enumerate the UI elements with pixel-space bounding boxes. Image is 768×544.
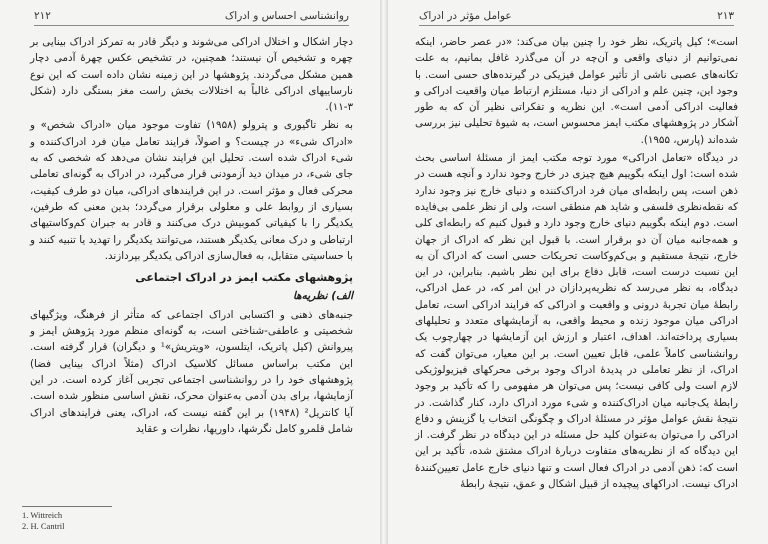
footnote-item: 2. H. Cantril: [22, 521, 65, 531]
left-running-title: روانشناسی احساس و ادراک: [224, 10, 349, 22]
footnotes: [22, 506, 142, 532]
right-page: [384, 0, 768, 544]
book-gutter: [380, 0, 388, 544]
right-page-number: ۲۱۳: [717, 10, 734, 22]
paragraph: در دیدگاه «تعامل ادراکی» مورد توجه مکتب ایمز از مسئلهٔ اساسی بحث شده است: اول اینکه بگوییم هیچ چیزی در خارج وجود ندارد و آنچه هست در ذهن است، پس رابطه‌ای میان فرد ادراک‌کننده و دنیای خارج نیز وجود ندارد که نقطه‌نظری فلسفی و شاید هم منطقی است، ولی از نظر علمی بی‌فایده است. دوم اینکه بگوییم دنیای خارج وجود دارد و قبول کنیم که رابطه‌ای کلی و همه‌جانبه میان آن دو برقرار است. با قبول این نظر که ادراک از جهان خارج، نتیجهٔ مستقیم و بی‌کم‌وکاست تحریکات حسی است که ادراک آن به این نسبت درست است، قابل دفاع برای این نظر باشیم. بنابراین، در این دیدگاه، به نظر می‌رسد که نظریه‌پردازان در این امر که، در عمل ادراکی، رابطهٔ میان تجربهٔ درونی و واقعیت و ادراکی که فرایند ادراکی است، تعامل ادراکی میان موجود زنده و محیط واقعی، به آزمایشهای متعدد و تحلیلهای بسیاری پرداخته‌اند. اهداف، اعتبار و ارزش این آزمایشها در چهارچوب یک روانشناسی کاملاً علمی، قابل تعیین است. بر این معیار، می‌توان گفت که ادراک، از نظر تعاملی در پدیدهٔ ادراک وجود برخی محرکهای فیزیولوژیکی لازم است ولی کافی نیست؛ پس می‌توان هر مفهومی را که تأکید بر وجود رابطهٔ یک‌جانبه میان ادراک‌کننده و شیء مورد ادراک دارد، کنار گذاشت. در نتیجهٔ نقش عوامل مؤثر در مسئلهٔ ادراک و چگونگی انتخاب یا گزینش و دفاع ادراکی را می‌توان به‌عنوان کلید حل مسئله در این دیدگاه در نظر گرفت. از این دیدگاه که از نظریه‌های متفاوت دربارهٔ ادراک مشتق شده، تأکید بر این است که: ذهن آدمی در ادراک فعال است و تنها دنیای خارج عامل تعیین‌کنندهٔ ادراک نیست. ادراکهای پیچیده از قبیل اشکال و عمق، نتیجهٔ رابطهٔ: [415, 152, 738, 491]
left-page-number: ۲۱۲: [34, 10, 51, 22]
paragraph: جنبه‌های ذهنی و اکتسابی ادراک اجتماعی که متأثر از فرهنگ، ویژگیهای شخصیتی و عاطفی-شناختی است، به گونه‌ای منظم مورد پژوهش ایمز و پیروانش (کیل پاتریک، ایتلسون، «ویتریش»¹ و دیگران) قرار گرفته است. این مکتب براساس مسائل کلاسیک ادراک (مثلاً ادراک بینایی فضا) پژوهشهای خود را در روانشناسی اجتماعی تجربی آغاز کرده است. در این آزمایشها، برای بدن آدمی به‌عنوان محرک، نقش اساسی منظور شده است. آیا کانتریل² (۱۹۴۸) بر این گفته نیست که، ادراک، یعنی فرایندهای ادراک شامل قلمرو کامل نگرشها، داوریها، نظرات و عقاید: [30, 308, 353, 435]
right-page-body: [415, 34, 738, 494]
footnote-item: 1. Wittreich: [22, 510, 63, 520]
paragraph: دچار اشکال و اختلال ادراکی می‌شوند و دیگر قادر به تمرکز ادراک بینایی بر چهره و تشخیص آن نیستند؛ همچنین، در تشخیص عکس چهرهٔ آدمی دچار همین مشکل می‌گردند. پژوهشها در این زمینه نشان داده است که این نوع نارساییهای ادراکی غالباً به اختلالات بخش راست مغز بستگی دارد (شکل ۳-۱۱).: [30, 36, 353, 114]
left-page-body: [30, 34, 353, 439]
left-page-header: [34, 10, 349, 26]
right-page-header: [419, 10, 734, 26]
right-running-title: عوامل مؤثر در ادراک: [419, 10, 512, 22]
footnote-rule: [22, 506, 112, 507]
subsection-heading: الف) نظریه‌ها: [292, 290, 353, 303]
paragraph: به نظر تاگیوری و پترولو (۱۹۵۸) تفاوت موجود میان «ادراک شخص» و «ادراک شیء» در چیست؟ و اصولاً، فرایند تعامل میان فرد ادراک‌کننده و شیء ادراک شده است. تحلیل این فرایند نشان می‌دهد که شخصی که به جای شیء، در میدان دید آزمودنی قرار می‌گیرد، در ادراک به گونه‌ای تعاملی محرکی فعال و مؤثر است. در این فرایندهای ادراکی، میان دو طرف کیفیت، بسیاری از روابط علی و معلولی برقرار می‌گردد؛ بدین معنی که طرفین، یکدیگر را با کیفیاتی کموبیش درک می‌کنند و قادر به جبران کم‌وکاستیهای ارتباطی و درک معانی یکدیگر هستند، می‌توانند یکدیگر را تهدید یا تنبیه کنند و با حساسیتی متقابل، به فعال‌سازی ادراکی یکدیگر بپردازند.: [30, 119, 354, 262]
section-heading: پژوهشهای مکتب ایمز در ادراک اجتماعی: [135, 271, 353, 285]
paragraph: است»؛ کیل پاتریک، نظر خود را چنین بیان می‌کند: «در عصر حاضر، اینکه نمی‌توانیم از دنیای واقعی و آن‌چه در آن می‌گذرد غافل بمانیم، به علت تکانه‌های عصبی ناشی از تأثیر عوامل فیزیکی در گیرنده‌های حسی است. با وجود این، چنین علم و ادراکی از دنیا، مستلزم ارتباط میان واقعیت ادراکی و فعالیت ادراکی آدمی است». این نظریه و تفکراتی نظیر آن که به طور آشکار در پژوهشهای مکتب ایمز محسوس است، به شیوهٔ تحلیلی نیز بررسی شده‌اند (پارس، ۱۹۵۵).: [415, 36, 738, 146]
